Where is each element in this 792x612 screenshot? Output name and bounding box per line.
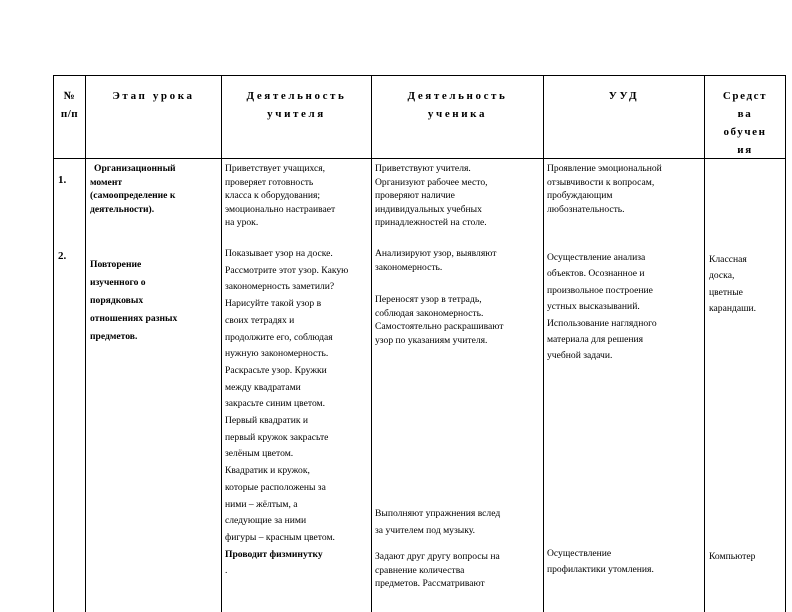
row-2-student-line: соблюдая закономерность. <box>375 307 484 319</box>
row-1-stage-line: (самоопределение к <box>90 190 176 201</box>
header-student-line-1: Деятельность <box>407 90 508 102</box>
row-2-student-line: Задают друг другу вопросы на <box>375 551 500 562</box>
header-stage-line-1: Этап урока <box>112 90 195 102</box>
row-2-uud-line: Осуществление <box>547 548 612 559</box>
row-1-stage <box>90 162 218 216</box>
row-2-means-board <box>709 252 783 318</box>
row-2-means-line: карандаши. <box>709 303 757 315</box>
row-1-uud-line: пробуждающим <box>547 190 613 201</box>
row-2-means-line: Компьютер <box>709 551 756 562</box>
row-2-uud-line: объектов. Осознанное и <box>547 268 645 280</box>
header-stage <box>86 87 221 105</box>
header-teacher-line-1: Деятельность <box>246 90 347 102</box>
row-1-teacher <box>225 162 369 230</box>
header-student-activity <box>372 87 543 123</box>
row-2-means-line: доска, <box>709 270 735 282</box>
row-1-teacher-line: Приветствует учащихся, <box>225 163 326 174</box>
table-right-border <box>785 75 786 612</box>
row-2-student-line: за учителем под музыку. <box>375 525 475 536</box>
row-2-teacher-line: . <box>225 565 228 577</box>
row-2-student-drawing <box>375 293 541 347</box>
row-2-teacher <box>225 246 369 580</box>
row-1-stage-line: деятельности). <box>90 203 155 215</box>
row-1-student-line: индивидуальных учебных <box>375 203 482 215</box>
row-2-uud-line: учебной задачи. <box>547 350 613 362</box>
row-2-uud-line: произвольное построение <box>547 284 653 296</box>
col-divider-4 <box>543 75 544 612</box>
header-num-line-2: п/п <box>60 108 79 120</box>
row-2-teacher-line: первый кружок закрасьте <box>225 431 329 443</box>
row-2-uud-line: Осуществление анализа <box>547 252 646 263</box>
header-learning-means <box>705 87 785 159</box>
row-1-teacher-line: эмоционально настраивает <box>225 203 336 215</box>
row-2-teacher-line: закрасьте синим цветом. <box>225 398 326 410</box>
row-2-uud-analysis <box>547 250 702 365</box>
row-2-uud-line: профилактики утомления. <box>547 564 654 575</box>
row-1-student-line: проверяют наличие <box>375 190 455 201</box>
row-2-student-line: Переносят узор в тетрадь, <box>375 294 482 305</box>
row-2-teacher-line: следующие за ними <box>225 515 307 527</box>
row-2-uud-line: материала для решения <box>547 334 644 346</box>
row-1-uud-line: Проявление эмоциональной <box>547 163 662 174</box>
row-2-teacher-line: Нарисуйте такой узор в <box>225 298 322 310</box>
row-2-stage-line: изученного о <box>90 277 146 288</box>
header-means-line-2: ва <box>737 108 753 120</box>
row-1-student-line: Приветствуют учителя. <box>375 163 471 174</box>
row-2-student-line: закономерность. <box>375 261 443 273</box>
row-2-teacher-line: своих тетрадях и <box>225 314 295 326</box>
col-divider-1 <box>85 75 86 612</box>
row-2-student-line: узор по указаниям учителя. <box>375 334 488 346</box>
header-teacher-activity <box>222 87 371 123</box>
row-2-stage-line: предметов. <box>90 331 138 342</box>
row-2-stage-line: Повторение <box>90 259 142 270</box>
header-teacher-line-2: учителя <box>267 108 326 120</box>
row-2-teacher-line: Квадратик и кружок, <box>225 465 310 477</box>
row-1-stage-line: момент <box>90 176 123 188</box>
header-uud <box>544 87 704 105</box>
row-2-student-line: Самостоятельно раскрашивают <box>375 321 504 332</box>
row-2-teacher-line: Раскрасьте узор. Кружки <box>225 364 327 376</box>
row-1-teacher-line: проверяет готовность <box>225 176 314 188</box>
row-2-teacher-line: между квадратами <box>225 381 301 393</box>
row-1-stage-line: Организационный <box>94 163 176 174</box>
row-1-student-line: принадлежностей на столе. <box>375 217 487 228</box>
col-divider-2 <box>221 75 222 612</box>
header-means-line-1: Средст <box>722 90 768 102</box>
row-2-teacher-line: Первый квадратик и <box>225 415 309 427</box>
row-2-student-exercise <box>375 505 541 539</box>
header-uud-line-1: УУД <box>608 90 640 102</box>
row-2-teacher-line: зелёным цветом. <box>225 448 294 460</box>
row-1-uud-line: любознательность. <box>547 203 625 215</box>
row-2-student-questions <box>375 550 541 591</box>
header-means-line-4: ия <box>737 144 753 156</box>
row-1-teacher-line: на урок. <box>225 217 259 228</box>
row-2-student-line: сравнение количества <box>375 564 465 576</box>
row-2-stage <box>90 256 218 346</box>
row-2-student-line: предметов. Рассматривают <box>375 578 485 589</box>
row-1-uud <box>547 162 702 216</box>
row-1-uud-line: отзывчивости к вопросам, <box>547 176 655 188</box>
header-bottom-border <box>53 158 786 159</box>
row-2-stage-line: отношениях разных <box>90 313 178 324</box>
header-num <box>54 87 85 123</box>
row-2-uud-fatigue <box>547 546 702 578</box>
row-2-teacher-line: фигуры – красным цветом. <box>225 531 335 543</box>
row-2-uud-line: устных высказываний. <box>547 301 640 313</box>
table-left-border <box>53 75 54 612</box>
col-divider-3 <box>371 75 372 612</box>
row-2-stage-line: порядковых <box>90 295 144 306</box>
header-student-line-2: ученика <box>427 108 488 120</box>
row-1-teacher-line: класса к оборудования; <box>225 190 321 201</box>
row-2-student-analysis <box>375 247 541 274</box>
row-1-number: 1. <box>58 174 67 186</box>
row-1-student <box>375 162 541 230</box>
row-2-student-line: Выполняют упражнения вслед <box>375 508 501 519</box>
row-2-teacher-line: ними – жёлтым, а <box>225 498 298 510</box>
header-means-line-3: обучен <box>723 126 767 138</box>
row-2-student-line: Анализируют узор, выявляют <box>375 248 497 259</box>
row-2-teacher-physical-break: Проводит физминутку <box>225 548 323 560</box>
header-num-line-1: № <box>63 90 76 102</box>
row-2-teacher-line: которые расположены за <box>225 481 326 493</box>
row-2-uud-line: Использование наглядного <box>547 317 657 329</box>
row-2-means-computer <box>709 549 783 564</box>
table-top-border <box>53 75 786 76</box>
row-2-teacher-line: Рассмотрите этот узор. Какую <box>225 264 349 276</box>
row-2-teacher-line: нужную закономерность. <box>225 348 329 360</box>
row-2-teacher-line: закономерность заметили? <box>225 281 335 293</box>
row-2-means-line: цветные <box>709 286 743 298</box>
row-2-means-line: Классная <box>709 254 747 265</box>
row-2-number: 2. <box>58 250 67 262</box>
row-1-student-line: Организуют рабочее место, <box>375 176 488 188</box>
row-2-teacher-line: продолжите его, соблюдая <box>225 331 333 343</box>
row-2-teacher-line: Показывает узор на доске. <box>225 248 333 259</box>
